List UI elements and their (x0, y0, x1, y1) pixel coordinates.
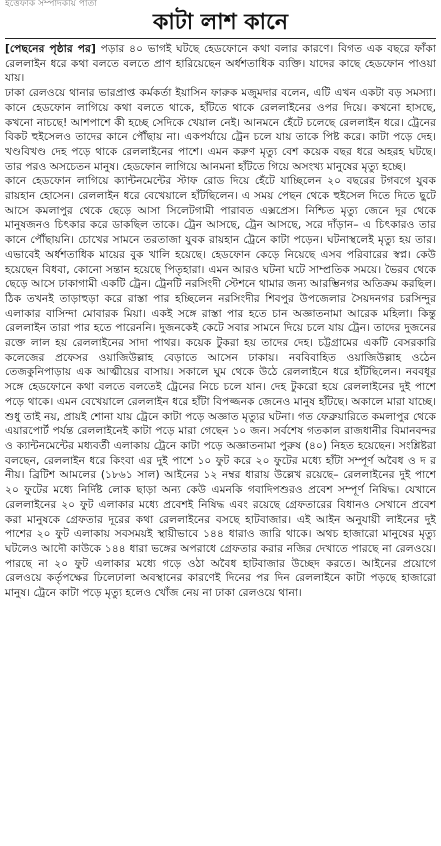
article-body (5, 42, 436, 601)
headline: কাটা লাশ কানে (5, 10, 436, 39)
article-paragraph (5, 42, 436, 86)
article-paragraph: কানে হেডফোন লাগিয়ে ক্যান্টনমেন্টের স্টাফ রোড দিয়ে হেঁটে যাচ্ছিলেন ২০ বছরের টগবগে যুবক রায়হান হোসেন। রেললাইন ধরে বেখেয়ালে হাঁটছিলেন। এ সময় পেছন থেকে হুইসেল দিতে দিতে ছুটে আসে কমলাপুর থেকে ছেড়ে আসা সিলেটগামী পারাবত এক্সপ্রেস। নিশ্চিত মৃত্যু জেনে দূর থেকে মানুষজনও চিৎকার করে ডাকছিল তাকে। ট্রেন আসছে, ট্রেন আসছে, সরে দাঁড়ান– এ চিৎকারও তার কানে পৌঁছায়নি। চোখের সামনে তরতাজা যুবক রায়হান ট্রেনে কাটা পড়েন। ঘটনাস্থলেই মৃত্যু হয় তার। এভাবেই অর্ধশতাধিক মায়ের বুক খালি হয়েছে। হেডফোন কেড়ে নিয়েছে এসব পরিবারের স্বপ্ন। কেউ হয়েছেন বিধবা, কোনো সন্তান হয়েছে পিতৃহারা। এমন আরও ঘটনা ঘটে সাম্প্রতিক সময়ে। ভৈরব থেকে ছেড়ে আসে ঢাকাগামী একটি ট্রেন। ট্রেনটি নরসিংদী স্টেশনে থামার জন্য আরম্ভিনগর অতিক্রম করছিল। ঠিক তখনই তাড়াহুড়া করে রাস্তা পার হচ্ছিলেন নরসিংদীর শিবপুর উপজেলার সৈয়দনগর চরসিন্দুর এলাকার বাসিন্দা মোবারক মিয়া। একই সঙ্গে রাস্তা পার হতে চান অজ্ঞাতনামা আরেক মহিলা। কিন্তু রেললাইন তারা পার হতে পারেননি। দুজনকেই কেটে সবার সামনে দিয়ে চলে যায় ট্রেন। তাদের দুজনের রক্তে লাল হয় রেললাইনের সাদা পাথর। কয়েক টুকরা হয় তাদের দেহ। চট্টগ্রামের একটি বেসরকারি কলেজের প্রফেসর ওয়াজিউল্লাহ বেড়াতে আসেন ঢাকায়। নববিবাহিত ওয়াজিউল্লাহ ওঠেন তেজকুনিপাড়ায় এক আত্মীয়ের বাসায়। সকালে ঘুম থেকে উঠে রেললাইনে ধরে হাঁটছিলেন। নববধূর সঙ্গে হেডফোনে কথা বলতে বলতেই ট্রেনের নিচে চলে যান। দেহ টুকরো হয়ে রেললাইনের দুই পাশে পড়ে থাকে। এমন বেখেয়ালে রেললাইন ধরে হাঁটা বিপজ্জনক জেনেও মানুষ হাঁটছে। অকালে মারা যাচ্ছে। শুধু তাই নয়, প্রায়ই শোনা যায় ট্রেনে কাটা পড়ে অজ্ঞাত মৃত্যুর ঘটনা। গত ফেব্রুয়ারিতে কমলাপুর থেকে এয়ারপোর্ট পর্যন্ত রেললাইনেই কাটা পড়ে মারা গেছেন ১০ জন। সর্বশেষ গতকাল রাজধানীর বিমানবন্দর ও ক্যান্টনমেন্টের মধ্যবর্তী এলাকায় ট্রেনে কাটা পড়ে অজ্ঞাতনামা পুরুষ (৪০) নিহত হয়েছেন। সংশ্লিষ্টরা বলছেন, রেললাইন ধরে কিংবা এর দুই পাশে ১০ ফুট করে ২০ ফুটের মধ্যে হাঁটা সম্পূর্ণ অবৈধ ও দ র নীয়। ব্রিটিশ আমলের (১৮৬১ সাল) আইনের ১২ নম্বর ধারায় উল্লেখ রয়েছে– রেললাইনের দুই পাশে ২০ ফুটের মধ্যে নির্দিষ্ট লোক ছাড়া অন্য কেউ এমনকি গবাদিপশুরও প্রবেশ সম্পূর্ণ নিষিদ্ধ। যেখানে রেললাইনের ২০ ফুট এলাকার মধ্যে প্রবেশই নিষিদ্ধ এবং রয়েছে গ্রেফতারের বিধানও সেখানে প্রবেশ করা মানুষকে গ্রেফতার দূরের কথা রেললাইনের বসছে হাটবাজার। এই আইন অনুযায়ী লাইনের দুই পাশের ২০ ফুট এলাকায় সবসময়ই স্থায়ীভাবে ১৪৪ ধারাও জারি থাকে। অথচ হাজারো মানুষের মৃত্যু ঘটলেও আদৌ কাউকে ১৪৪ ধারা ভঙ্গের অপরাধে গ্রেফতার করার নজির দেখাতে পারছে না রেলওয়ে। পারছে না ২০ ফুট এলাকার মধ্যে গড়ে ওঠা অবৈধ হাটবাজার উচ্ছেদ করতে। আইনের প্রয়োগে রেলওয়ে কর্তৃপক্ষের ঢিলেঢালা অবস্থানের কারণেই দিনের পর দিন রেললাইনে কাটা পড়ছে হাজারো মানুষ। ট্রেনে কাটা পড়ে মৃত্যু হলেও খোঁজ নেয় না ঢাকা রেলওয়ে থানা। (5, 174, 436, 600)
article-paragraph: ঢাকা রেলওয়ে থানার ভারপ্রাপ্ত কর্মকর্তা ইয়াসিন ফারুক মজুমদার বলেন, এটি এখন একটা বড় সমস্যা। কানে হেডফোন লাগিয়ে কথা বলতে থাকে, হাঁটতে থাকে রেললাইনের ওপর দিয়ে। কখনো হাসছে, কখনো নাচছে! আশপাশে কী হচ্ছে সেদিকে খেয়াল নেই। আনমনে হেঁটে চলেছে রেললাইন ধরে। ট্রেনের বিকট হুইসেলও তাদের কানে পৌঁছায় না। একপর্যায়ে ট্রেন চলে যায় তাকে পিষ্ট করে। কাটা পড়ে দেহ। খণ্ডবিখণ্ড দেহ পড়ে থাকে রেললাইনের পাশে। এমন করুণ মৃত্যু বেশ কয়েক বছর ধরে অহরহ ঘটছে। তার পরও অসচেতন মানুষ। হেডফোন লাগিয়ে আনমনা হাঁটতে গিয়ে অসংখ্য মানুষের মৃত্যু হচ্ছে। (5, 86, 436, 173)
paragraph-text: পড়ার ৪০ ভাগই ঘটছে হেডফোনে কথা বলার কারণে। বিগত এক বছরে ফাঁকা রেললাইন ধরে কথা বলতে বলতে প্রাণ হারিয়েছেন অর্ধশতাধিক ব্যক্তি। যাদের কাছে হেডফোন পাওয়া যায়। (5, 42, 436, 85)
continued-label: [পেছনের পৃষ্ঠার পর] (5, 42, 96, 55)
header-strip: ইত্তেফাক সম্পাদকীয় পাতা (5, 0, 97, 8)
